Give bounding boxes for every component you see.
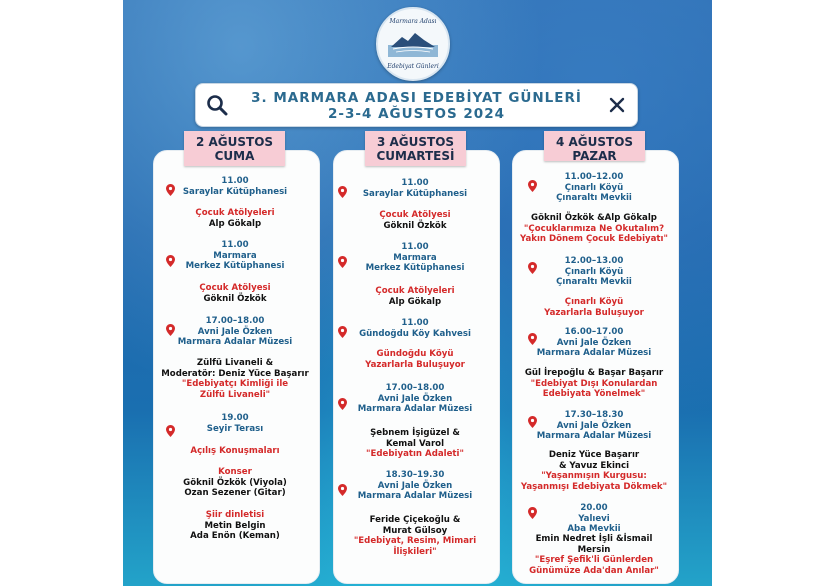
- list-item: 11.00 Saraylar Kütüphanesi: [362, 178, 468, 199]
- day-header-date: 4 AĞUSTOS: [555, 135, 634, 149]
- list-item: 11.00 Gündoğdu Köy Kahvesi: [359, 318, 471, 339]
- location-pin-icon: [528, 180, 537, 192]
- location-pin-icon: [166, 324, 175, 336]
- list-item: Çınarlı Köyü Yazarlarla Buluşuyor: [544, 297, 644, 318]
- title-search-bar: [195, 83, 638, 127]
- list-item: Çocuk Atölyeleri Alp Gökalp: [195, 208, 275, 229]
- location-pin-icon: [338, 256, 347, 268]
- list-item: 20.00 Yalıevi Aba Mevkii: [567, 503, 621, 534]
- list-item: 17.30–18.30 Avni Jale Özken Marmara Adalar Müzesi: [536, 410, 652, 441]
- day-header-2: [365, 131, 466, 166]
- list-item: Çocuk Atölyesi Göknil Özkök: [199, 283, 271, 304]
- close-icon: [607, 95, 627, 115]
- list-item: 11.00 Saraylar Kütüphanesi: [182, 176, 288, 197]
- list-item: 11.00 Marmara Merkez Kütüphanesi: [185, 240, 285, 271]
- day-header-weekday: PAZAR: [572, 149, 617, 163]
- event-dates: 2-3-4 AĞUSTOS 2024: [328, 106, 505, 122]
- location-pin-icon: [528, 333, 537, 345]
- list-item: Göknil Özkök &Alp Gökalp "Çocuklarımıza Ne Okutalım? Yakın Dönem Çocuk Edebiyatı": [520, 213, 668, 244]
- location-pin-icon: [166, 255, 175, 267]
- list-item: 11.00–12.00 Çınarlı Köyü Çınaraltı Mevkii: [556, 172, 632, 203]
- list-item: Çocuk Atölyesi Göknil Özkök: [379, 210, 451, 231]
- location-pin-icon: [528, 416, 537, 428]
- list-item: Gündoğdu Köyü Yazarlarla Buluşuyor: [365, 349, 465, 370]
- location-pin-icon: [166, 184, 175, 196]
- day-header-weekday: CUMA: [214, 149, 255, 163]
- list-item: 16.00–17.00 Avni Jale Özken Marmara Adalar Müzesi: [536, 327, 652, 358]
- list-item: 17.00–18.00 Avni Jale Özken Marmara Adalar Müzesi: [357, 383, 473, 414]
- poster-background: [123, 0, 712, 586]
- list-item: Zülfü Livaneli & Moderatör: Deniz Yüce Başarır "Edebiyatçı Kimliği ile Zülfü Livaneli": [161, 358, 309, 400]
- location-pin-icon: [528, 262, 537, 274]
- location-pin-icon: [338, 186, 347, 198]
- location-pin-icon: [338, 326, 347, 338]
- list-item: Deniz Yüce Başarır & Yavuz Ekinci "Yaşanmışın Kurgusu: Yaşanmışı Edebiyata Dökmek": [520, 450, 668, 492]
- location-pin-icon: [166, 425, 175, 437]
- location-pin-icon: [528, 507, 537, 519]
- day-header-3: [544, 131, 645, 161]
- list-item: Çocuk Atölyeleri Alp Gökalp: [375, 286, 455, 307]
- list-item: Konser Göknil Özkök (Viyola) Ozan Sezener (Gitar): [183, 467, 287, 498]
- list-item: Feride Çiçekoğlu & Murat Gülsoy "Edebiyat, Resim, Mimari İlişkileri": [353, 515, 477, 557]
- location-pin-icon: [338, 398, 347, 410]
- list-item: Emin Nedret İşli &İsmail Mersin "Eşref Şefik'li Günlerden Günümüze Ada'dan Anılar": [529, 534, 659, 576]
- list-item: 19.00 Seyir Terası: [206, 413, 264, 434]
- list-item: 18.30–19.30 Avni Jale Özken Marmara Adalar Müzesi: [357, 470, 473, 501]
- list-item: 12.00–13.00 Çınarlı Köyü Çınaraltı Mevkii: [556, 256, 632, 287]
- festival-logo: [376, 7, 450, 81]
- list-item: Açılış Konuşmaları: [190, 446, 280, 456]
- list-item: Şebnem İşigüzel & Kemal Varol "Edebiyatın Adaleti": [366, 428, 464, 459]
- list-item: Gül İrepoğlu & Başar Başarır "Edebiyat Dışı Konulardan Edebiyata Yönelmek": [524, 368, 664, 399]
- day-header-1: [184, 131, 285, 166]
- logo-top-text: Marmara Adası: [389, 18, 437, 25]
- list-item: Şiir dinletisi Metin Belgin Ada Enön (Keman): [190, 510, 280, 541]
- logo-bottom-text: Edebiyat Günleri: [387, 63, 439, 70]
- day-header-date: 2 AĞUSTOS: [195, 135, 274, 149]
- day-header-weekday: CUMARTESİ: [376, 149, 455, 163]
- day-header-date: 3 AĞUSTOS: [376, 135, 455, 149]
- event-title: 3. MARMARA ADASI EDEBİYAT GÜNLERİ: [251, 90, 582, 106]
- list-item: 17.00–18.00 Avni Jale Özken Marmara Adalar Müzesi: [177, 316, 293, 347]
- location-pin-icon: [338, 484, 347, 496]
- list-item: 11.00 Marmara Merkez Kütüphanesi: [365, 242, 465, 273]
- island-illustration-icon: [388, 29, 438, 57]
